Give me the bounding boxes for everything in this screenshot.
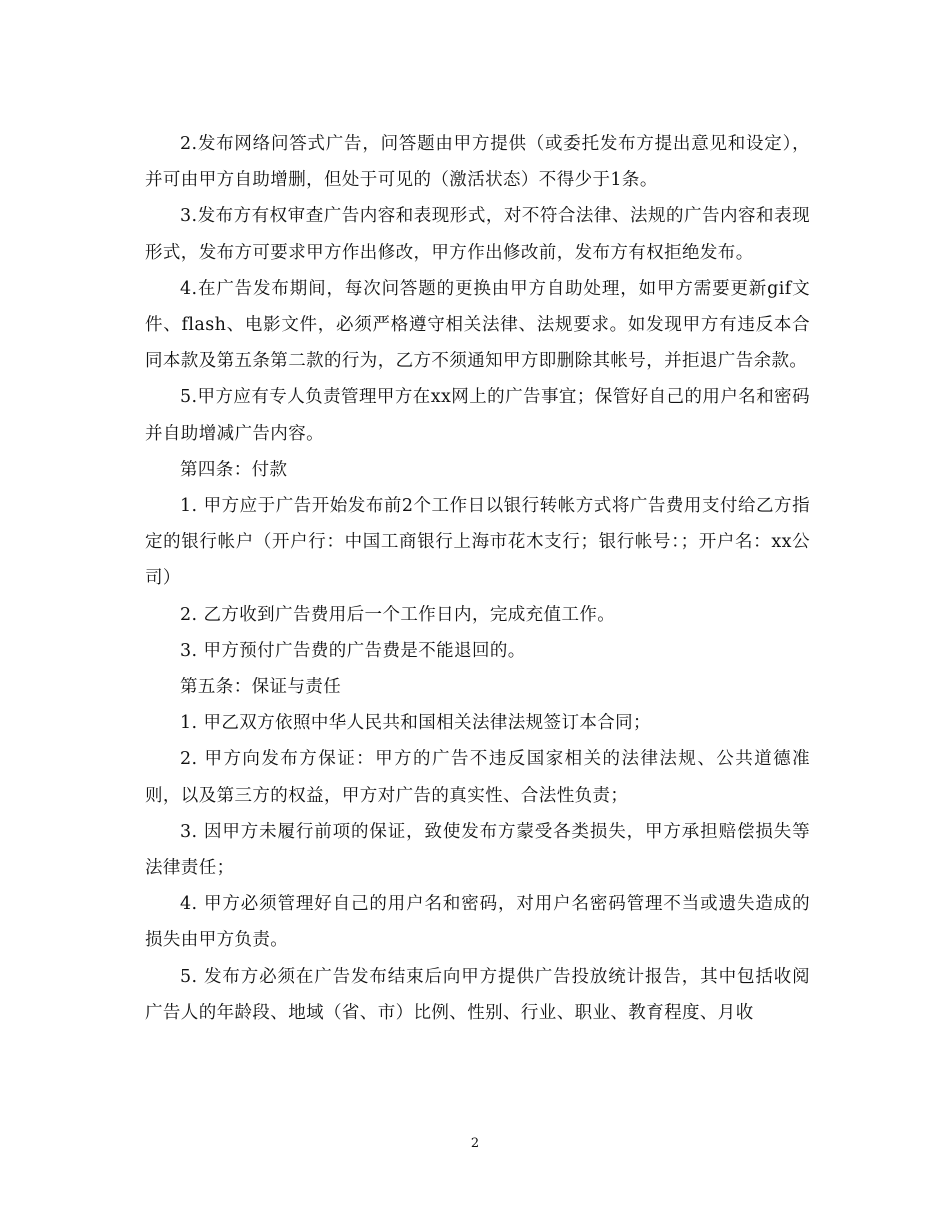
clause-paragraph: 3.发布方有权审查广告内容和表现形式，对不符合法律、法规的广告内容和表现形式，发布方可要求甲方作出修改，甲方作出修改前，发布方有权拒绝发布。 [145,206,810,263]
clause-paragraph: 2. 乙方收到广告费用后一个工作日内，完成充值工作。 [180,604,616,625]
clause-paragraph: 3. 甲方预付广告费的广告费是不能退回的。 [180,640,526,661]
clause-paragraph: 5. 发布方必须在广告发布结束后向甲方提供广告投放统计报告，其中包括收阅广告人的年龄段、地域（省、市）比例、性别、行业、职业、教育程度、月收 [145,966,810,1023]
section-heading: 第五条：保证与责任 [180,677,342,698]
clause-paragraph: 4.在广告发布期间，每次问答题的更换由甲方自助处理，如甲方需要更新gif文件、flash、电影文件，必须严格遵守相关法律、法规要求。如发现甲方有违反本合同本款及第五条第二款的行为，乙方不须通知甲方即删除其帐号，并拒退广告余款。 [145,278,810,372]
clause-paragraph: 1. 甲方应于广告开始发布前2个工作日以银行转帐方式将广告费用支付给乙方指定的银行帐户（开户行：中国工商银行上海市花木支行；银行帐号：；开户名：xx公司） [145,496,810,589]
clause-paragraph: 2.发布网络问答式广告，问答题由甲方提供（或委托发布方提出意见和设定），并可由甲方自助增删，但处于可见的（激活状态）不得少于1条。 [145,134,810,191]
clause-paragraph: 5.甲方应有专人负责管理甲方在xx网上的广告事宜；保管好自己的用户名和密码并自助增减广告内容。 [145,387,810,444]
document-body [145,126,810,1031]
clause-paragraph: 1. 甲乙双方依照中华人民共和国相关法律法规签订本合同； [180,713,651,734]
clause-paragraph: 4. 甲方必须管理好自己的用户名和密码，对用户名密码管理不当或遗失造成的损失由甲方负责。 [145,894,810,951]
clause-paragraph: 2. 甲方向发布方保证：甲方的广告不违反国家相关的法律法规、公共道德准则，以及第三方的权益，甲方对广告的真实性、合法性负责； [145,749,810,806]
page-number: 2 [470,1136,480,1151]
section-heading: 第四条：付款 [180,459,288,480]
clause-paragraph: 3. 因甲方未履行前项的保证，致使发布方蒙受各类损失，甲方承担赔偿损失等法律责任； [145,821,810,879]
